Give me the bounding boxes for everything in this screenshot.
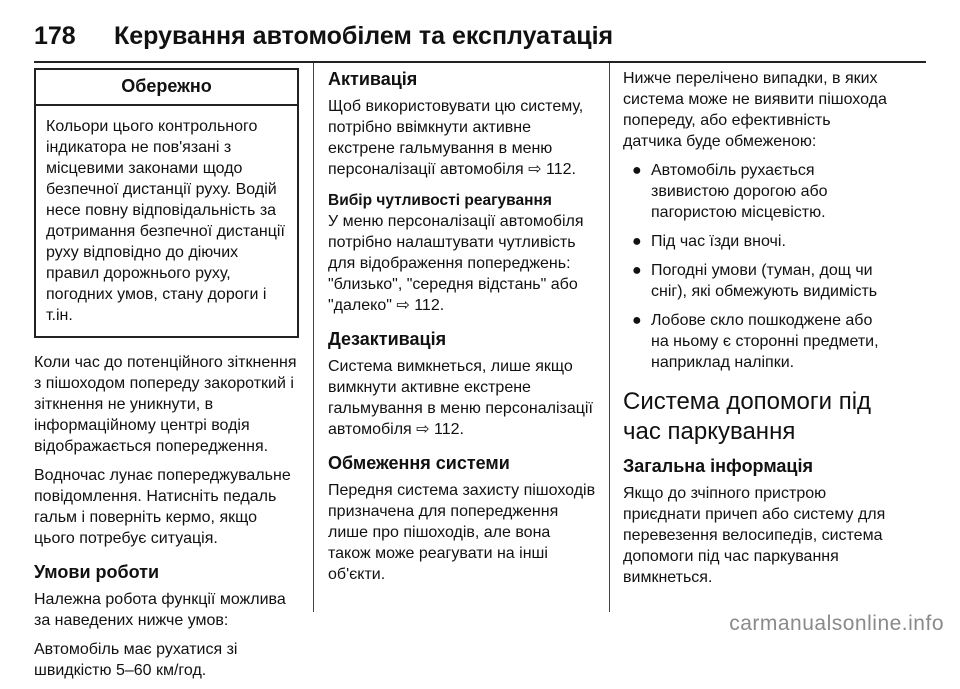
paragraph: Автомобіль має рухатися зі швидкістю 5–60 км/год.: [34, 641, 238, 679]
section-heading: Умови роботи: [34, 562, 160, 582]
paragraph: Щоб використовувати цю систему, потрібно ввімкнути активне екстрене гальмування в меню персоналізації автомобіля ⇨ 112.: [328, 98, 584, 178]
paragraph: У меню персоналізації автомобіля потрібно налаштувати чутливість для відображення попереджень: "близько", "середня відстань" або "далеко" ⇨ 112.: [328, 213, 584, 314]
page-title: Керування автомобілем та експлуатація: [114, 22, 614, 50]
section-heading: Обмеження системи: [328, 453, 510, 473]
column-divider: [313, 63, 314, 612]
chapter-heading: Система допомоги під час паркування: [623, 388, 872, 445]
section-heading: Дезактивація: [328, 329, 447, 349]
paragraph: Водночас лунає попереджувальне повідомлення. Натисніть педаль гальм і поверніть кермо, якщо цього потребує ситуація.: [34, 467, 291, 547]
page-number: 178: [34, 22, 76, 50]
bullet-icon: ●: [632, 262, 642, 279]
column-divider: [609, 63, 610, 612]
watermark: carmanualsonline.info: [729, 612, 944, 635]
bullet-icon: ●: [632, 312, 642, 329]
section-heading: Активація: [328, 69, 418, 89]
list-item: ● Автомобіль рухається звивистою дорогою або пагористою місцевістю.: [632, 162, 828, 221]
caution-title: Обережно: [36, 70, 297, 106]
bullet-icon: ●: [632, 233, 642, 250]
list-item: ● Погодні умови (туман, дощ чи сніг), які обмежують видимість: [632, 262, 878, 300]
bullet-icon: ●: [632, 162, 642, 179]
paragraph: Система вимкнеться, лише якщо вимкнути активне екстрене гальмування в меню персоналізації автомобіля ⇨ 112.: [328, 358, 593, 438]
page-header: [34, 22, 926, 62]
paragraph: Передня система захисту пішоходів призначена для попередження лише про пішоходів, але вона також може реагувати на інші об'єкти.: [328, 482, 596, 583]
column-2: [328, 68, 596, 593]
subsection-heading: Вибір чутливості реагування: [328, 192, 552, 209]
paragraph: Нижче перелічено випадки, в яких система може не виявити пішохода попереду, або ефективність датчика буде обмеженою:: [623, 70, 887, 150]
section-heading: Загальна інформація: [623, 456, 813, 476]
paragraph: Належна робота функції можлива за наведених нижче умов:: [34, 591, 286, 629]
caution-text: Кольори цього контрольного індикатора не пов'язані з місцевими законами щодо безпечної дистанції руху. Водій несе повну відповідальність за дотримання безпечної дистанції руху відповідно до діючих правил дорожнього руху, погодних умов, стану дороги і т.ін.: [46, 118, 285, 324]
paragraph: Якщо до зчіпного пристрою приєднати причеп або систему для перевезення велосипедів, система допомоги під час паркування вимкнеться.: [623, 485, 886, 586]
column-3: [623, 68, 891, 596]
header-rule: [34, 61, 926, 63]
list-item: ● Під час їзди вночі.: [632, 233, 786, 250]
bullet-list: [623, 160, 891, 373]
list-item: ● Лобове скло пошкоджене або на ньому є сторонні предмети, наприклад наліпки.: [632, 312, 879, 371]
paragraph: Коли час до потенційного зіткнення з пішоходом попереду закороткий і зіткнення не уникнути, в інформаційному центрі водія відображається попередження.: [34, 354, 297, 455]
column-1: [34, 68, 299, 689]
caution-box: [34, 68, 299, 338]
